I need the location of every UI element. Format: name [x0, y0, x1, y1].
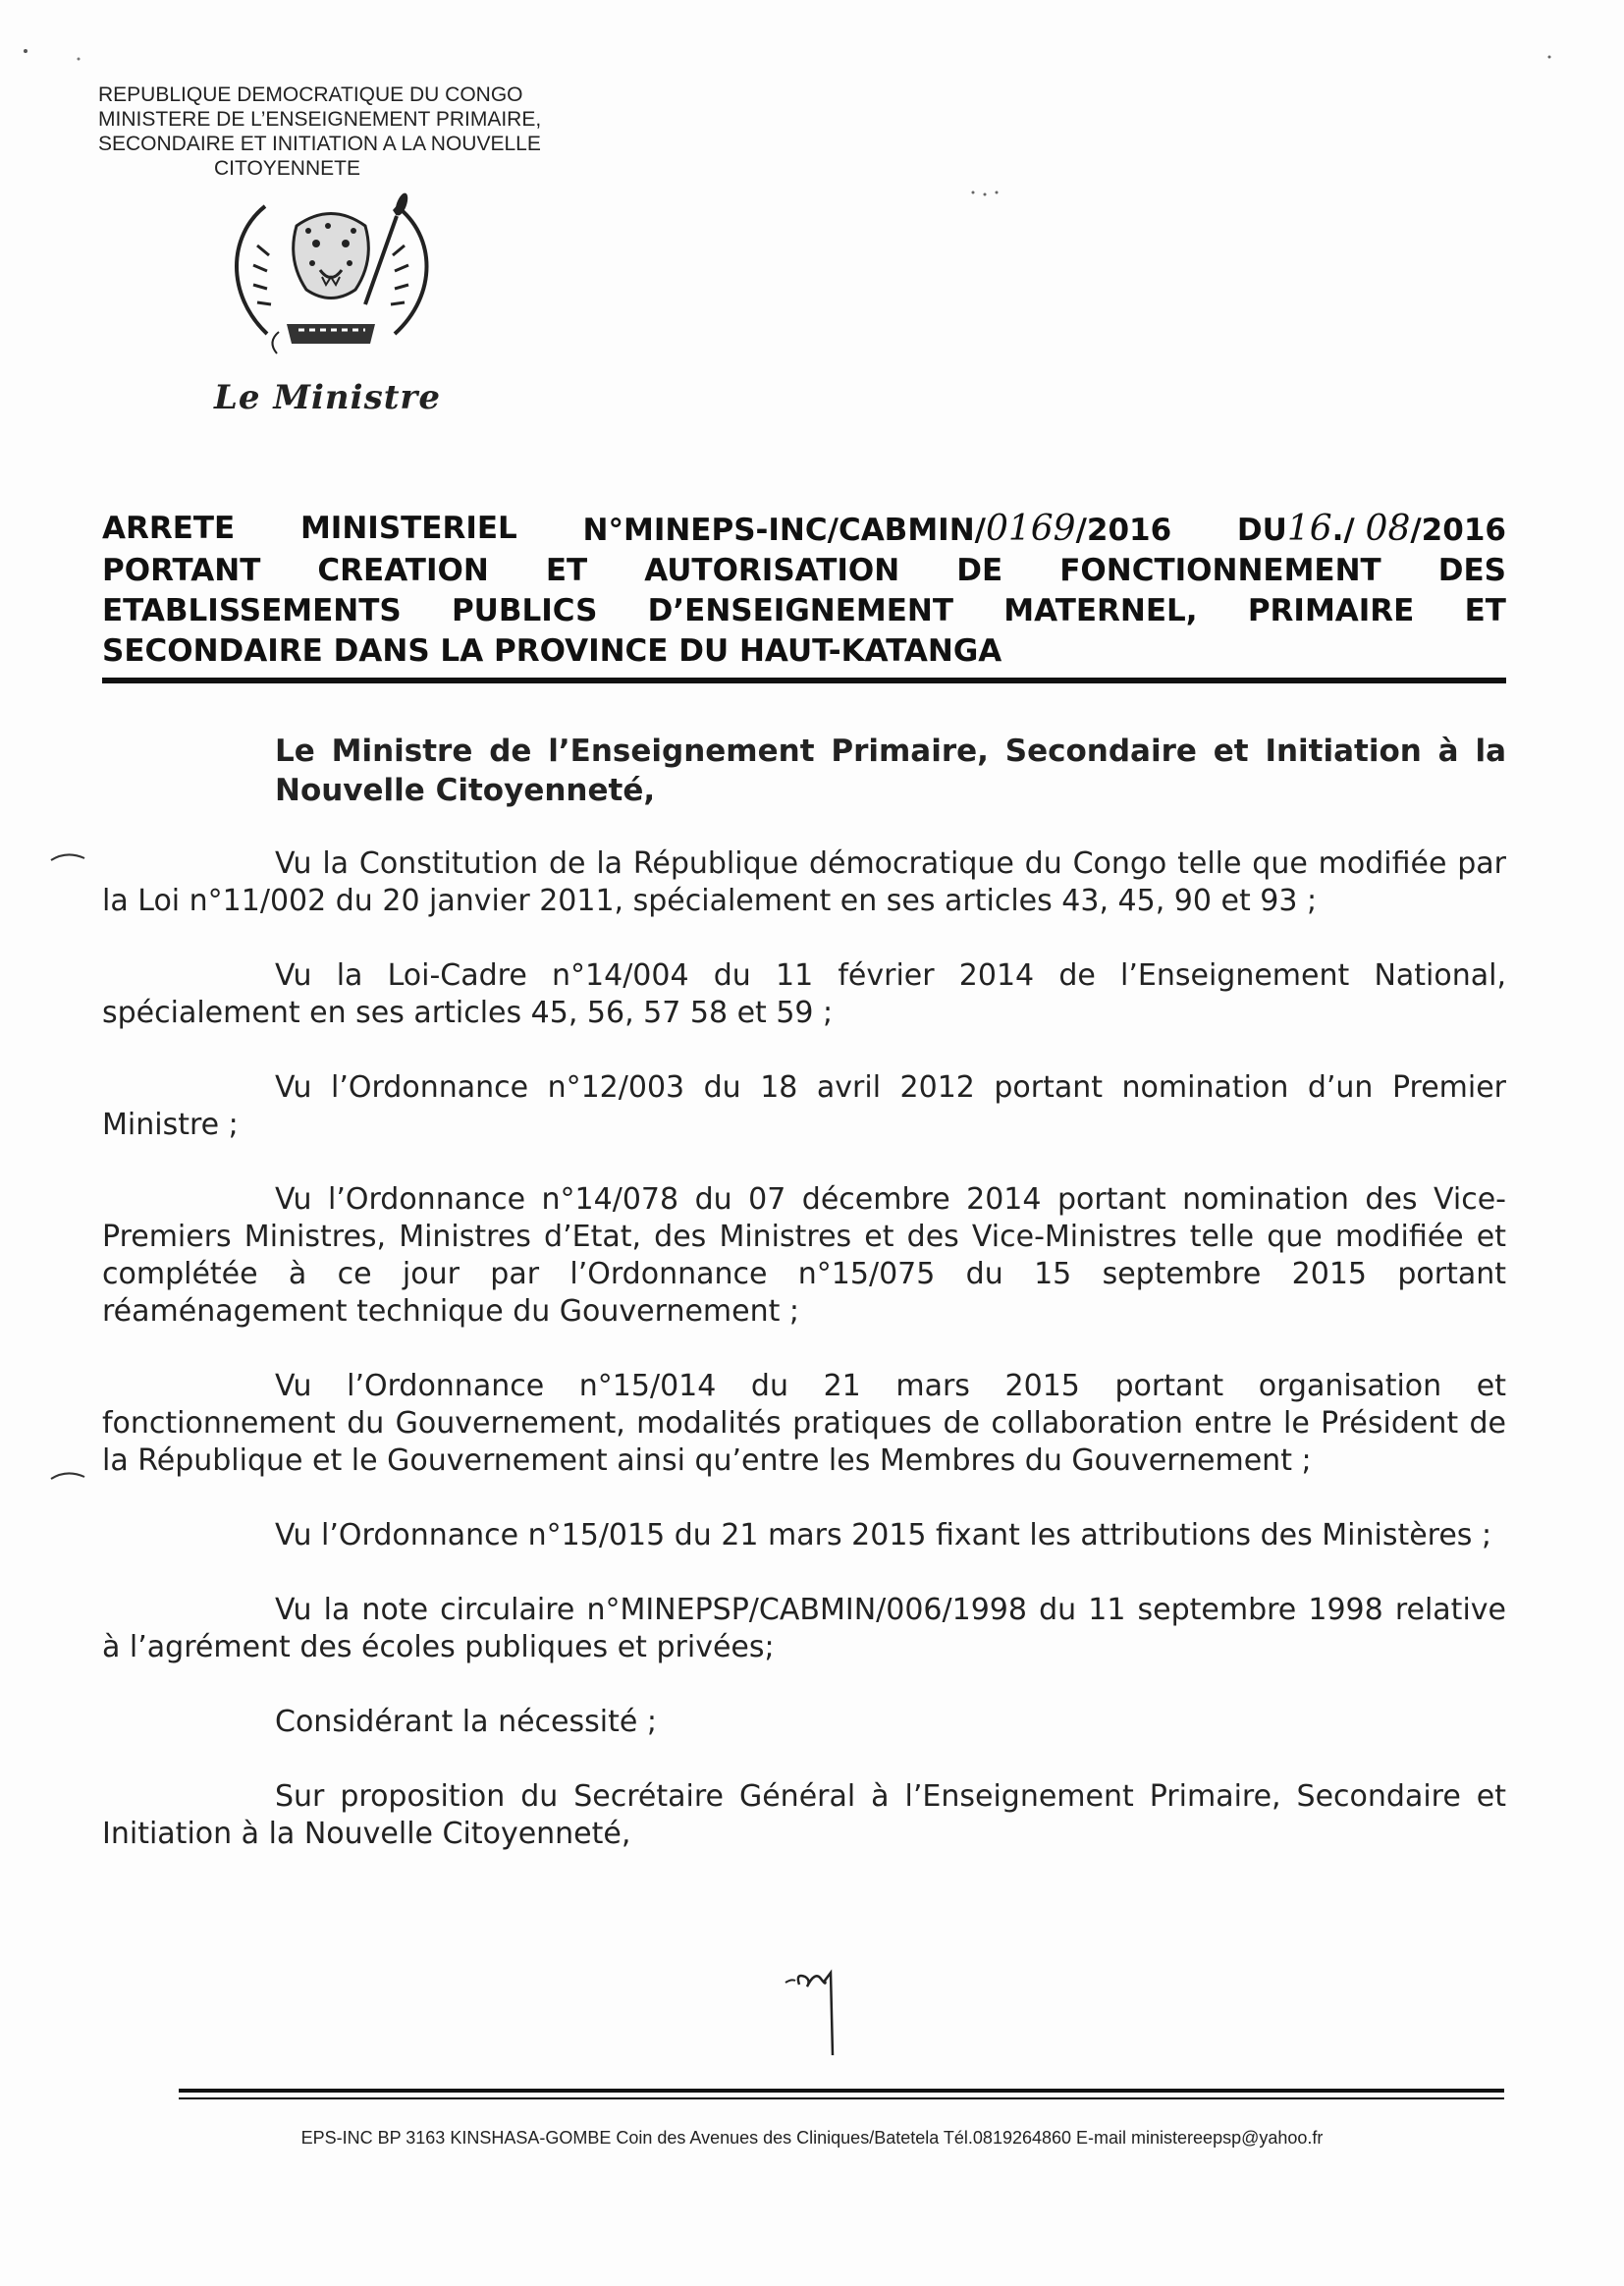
- title-word: ARRETE: [102, 511, 236, 546]
- title-word: ET: [545, 553, 588, 588]
- coat-of-arms-icon: [218, 187, 444, 358]
- title-word: ET: [1464, 593, 1506, 628]
- footer-divider-thin: [179, 2097, 1504, 2099]
- title-word: MINISTERIEL: [299, 511, 517, 546]
- title-line-3: [102, 591, 1506, 631]
- visa-note-circulaire: Vu la note circulaire n°MINEPSP/CABMIN/006/1998 du 11 septembre 1998 relative à l’agrément des écoles publiques et privées;: [102, 1593, 1506, 1664]
- letterhead-ministry: MINISTERE DE L’ENSEIGNEMENT PRIMAIRE,: [98, 108, 542, 131]
- title-line-4: SECONDAIRE DANS LA PROVINCE DU HAUT-KATANGA: [102, 633, 1002, 669]
- visa-ordonnance-premier-ministre: Vu l’Ordonnance n°12/003 du 18 avril 2012 portant nomination d’un Premier Ministre ;: [102, 1070, 1506, 1142]
- letterhead-ministry-end: CITOYENNETE: [214, 157, 360, 180]
- date-label: DU: [1236, 513, 1287, 548]
- visa-loi-cadre: Vu la Loi-Cadre n°14/004 du 11 février 2014 de l’Enseignement National, spécialement en ses articles 45, 56, 57 58 et 59 ;: [102, 958, 1506, 1030]
- title-word: PORTANT: [102, 553, 261, 588]
- title-word: D’ENSEIGNEMENT: [647, 593, 954, 628]
- initials-signature: [782, 1969, 850, 2057]
- decree-date: DU16./ 08/2016: [1236, 509, 1506, 549]
- decree-year: /2016: [1075, 513, 1172, 548]
- title-word: DES: [1437, 553, 1506, 588]
- visa-constitution: Vu la Constitution de la République démocratique du Congo telle que modifiée par la Loi n°11/002 du 20 janvier 2011, spécialement en ses articles 43, 45, 90 et 93 ;: [102, 846, 1506, 918]
- decree-title: [102, 509, 1506, 672]
- date-month-handwritten: 08: [1365, 509, 1411, 549]
- footer-contact: EPS-INC BP 3163 KINSHASA-GOMBE Coin des Avenues des Cliniques/Batetela Tél.0819264860 E-mail ministereepsp@yahoo.fr: [300, 2128, 1324, 2148]
- document-body: [102, 732, 1506, 1853]
- title-word: ETABLISSEMENTS: [102, 593, 402, 628]
- footer-divider: [179, 2089, 1504, 2093]
- title-word: FONCTIONNEMENT: [1059, 553, 1381, 588]
- margin-mark: [49, 1469, 86, 1481]
- title-word: PRIMAIRE: [1247, 593, 1415, 628]
- scan-speck: [1542, 49, 1561, 69]
- decree-prefix: N°MINEPS-INC/CABMIN/: [582, 513, 986, 548]
- decree-number-handwritten: 0169: [985, 509, 1076, 549]
- title-word: PUBLICS: [451, 593, 598, 628]
- date-day-handwritten: 16: [1286, 509, 1332, 549]
- title-line-1: [102, 509, 1506, 551]
- title-line-2: [102, 551, 1506, 591]
- decree-reference: [583, 509, 1172, 551]
- considerant: Considérant la nécessité ;: [275, 1705, 657, 1739]
- letterhead-country: REPUBLIQUE DEMOCRATIQUE DU CONGO: [98, 83, 523, 106]
- title-word: AUTORISATION: [644, 553, 900, 588]
- visa-ordonnance-fonctionnement: Vu l’Ordonnance n°15/014 du 21 mars 2015 portant organisation et fonctionnement du Gouvernement, modalités pratiques de collaboration entre le Président de la République et le Gouvernement ainsi qu’entre les Membres du Gouvernement ;: [102, 1369, 1506, 1478]
- title-word: MATERNEL,: [1003, 593, 1198, 628]
- date-year: /2016: [1410, 513, 1506, 548]
- visa-ordonnance-gouvernement: Vu l’Ordonnance n°14/078 du 07 décembre 2014 portant nomination des Vice-Premiers Ministres, Ministres d’Etat, des Ministres et des Vice-Ministres telle que modifiée et complétée à ce jour par l’Ordonnance n°15/075 du 15 septembre 2015 portant réaménagement technique du Gouvernement ;: [102, 1182, 1506, 1329]
- title-word: CREATION: [317, 553, 489, 588]
- sur-proposition: Sur proposition du Secrétaire Général à l’Enseignement Primaire, Secondaire et Initiation à la Nouvelle Citoyenneté,: [102, 1779, 1506, 1851]
- margin-mark: [49, 850, 86, 862]
- minister-intro: Le Ministre de l’Enseignement Primaire, Secondaire et Initiation à la Nouvelle Citoyenneté,: [275, 734, 1506, 808]
- visa-ordonnance-attributions: Vu l’Ordonnance n°15/015 du 21 mars 2015 fixant les attributions des Ministères ;: [275, 1518, 1492, 1552]
- signature-title: Le Ministre: [214, 378, 441, 417]
- letterhead-ministry-cont: SECONDAIRE ET INITIATION A LA NOUVELLE: [98, 133, 541, 155]
- letterhead: [98, 82, 687, 181]
- title-divider: [102, 678, 1506, 683]
- title-word: DE: [956, 553, 1003, 588]
- scan-speck: [20, 45, 98, 65]
- scan-speck: [967, 187, 1006, 200]
